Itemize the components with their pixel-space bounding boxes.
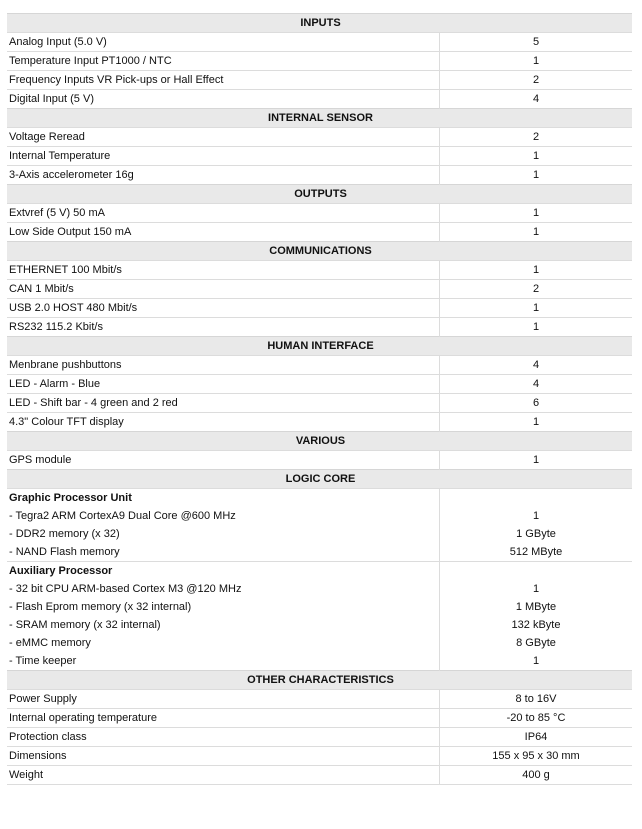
spec-value: 155 x 95 x 30 mm bbox=[440, 747, 633, 766]
spec-row bbox=[7, 616, 632, 634]
spec-value: 1 bbox=[440, 204, 633, 223]
spec-label: Digital Input (5 V) bbox=[7, 90, 440, 109]
spec-label: Auxiliary Processor bbox=[7, 562, 440, 581]
spec-value: 1 GByte bbox=[440, 525, 633, 543]
section-header bbox=[7, 470, 632, 489]
spec-value: 1 bbox=[440, 147, 633, 166]
spec-row bbox=[7, 71, 632, 90]
spec-label: 4.3" Colour TFT display bbox=[7, 413, 440, 432]
spec-value: -20 to 85 °C bbox=[440, 709, 633, 728]
spec-label: GPS module bbox=[7, 451, 440, 470]
spec-value: 1 bbox=[440, 652, 633, 671]
spec-row bbox=[7, 394, 632, 413]
spec-label: Internal Temperature bbox=[7, 147, 440, 166]
section-title: INPUTS bbox=[7, 14, 632, 33]
spec-value: 6 bbox=[440, 394, 633, 413]
spec-label: Power Supply bbox=[7, 690, 440, 709]
spec-value: 1 bbox=[440, 451, 633, 470]
section-header bbox=[7, 671, 632, 690]
spec-row bbox=[7, 204, 632, 223]
spec-row bbox=[7, 525, 632, 543]
spec-value: 8 to 16V bbox=[440, 690, 633, 709]
section-header bbox=[7, 109, 632, 128]
spec-label: ETHERNET 100 Mbit/s bbox=[7, 261, 440, 280]
spec-row bbox=[7, 747, 632, 766]
spec-value: 1 bbox=[440, 223, 633, 242]
spec-row bbox=[7, 766, 632, 785]
spec-value: 1 bbox=[440, 166, 633, 185]
subsection-row bbox=[7, 562, 632, 581]
spec-value: 1 bbox=[440, 261, 633, 280]
spec-value: 400 g bbox=[440, 766, 633, 785]
spec-value: 1 bbox=[440, 507, 633, 525]
spec-row bbox=[7, 543, 632, 562]
spec-label: Frequency Inputs VR Pick-ups or Hall Effect bbox=[7, 71, 440, 90]
spec-value: 2 bbox=[440, 280, 633, 299]
section-title: OUTPUTS bbox=[7, 185, 632, 204]
spec-value: IP64 bbox=[440, 728, 633, 747]
spec-value: 1 MByte bbox=[440, 598, 633, 616]
spec-label: Protection class bbox=[7, 728, 440, 747]
spec-value: 1 bbox=[440, 299, 633, 318]
spec-label: - eMMC memory bbox=[9, 637, 91, 649]
spec-row bbox=[7, 128, 632, 147]
spec-row bbox=[7, 299, 632, 318]
spec-label: Low Side Output 150 mA bbox=[7, 223, 440, 242]
spec-value: 4 bbox=[440, 90, 633, 109]
spec-value: 4 bbox=[440, 356, 633, 375]
spec-label: Menbrane pushbuttons bbox=[7, 356, 440, 375]
spec-row bbox=[7, 507, 632, 525]
spec-label: USB 2.0 HOST 480 Mbit/s bbox=[7, 299, 440, 318]
section-header bbox=[7, 14, 632, 33]
spec-label: CAN 1 Mbit/s bbox=[7, 280, 440, 299]
spec-value: 2 bbox=[440, 128, 633, 147]
section-header bbox=[7, 185, 632, 204]
section-title: COMMUNICATIONS bbox=[7, 242, 632, 261]
section-title: LOGIC CORE bbox=[7, 470, 632, 489]
spec-label: - DDR2 memory (x 32) bbox=[9, 528, 120, 540]
subsection-row bbox=[7, 489, 632, 508]
spec-row bbox=[7, 147, 632, 166]
specifications-table bbox=[7, 13, 632, 785]
spec-label: - Tegra2 ARM CortexA9 Dual Core @600 MHz bbox=[9, 510, 236, 522]
spec-row bbox=[7, 652, 632, 671]
spec-row bbox=[7, 280, 632, 299]
section-header bbox=[7, 432, 632, 451]
spec-value: 1 bbox=[440, 580, 633, 598]
spec-value: 4 bbox=[440, 375, 633, 394]
spec-label: - Flash Eprom memory (x 32 internal) bbox=[9, 601, 192, 613]
spec-value: 1 bbox=[440, 413, 633, 432]
spec-value: 8 GByte bbox=[440, 634, 633, 652]
spec-row bbox=[7, 634, 632, 652]
section-title: OTHER CHARACTERISTICS bbox=[7, 671, 632, 690]
spec-label: - NAND Flash memory bbox=[9, 546, 120, 558]
spec-value bbox=[440, 489, 633, 508]
spec-label: RS232 115.2 Kbit/s bbox=[7, 318, 440, 337]
spec-label: Internal operating temperature bbox=[7, 709, 440, 728]
spec-label: Weight bbox=[7, 766, 440, 785]
spec-label: - 32 bit CPU ARM-based Cortex M3 @120 MHz bbox=[9, 583, 242, 595]
spec-value bbox=[440, 562, 633, 581]
spec-label: Graphic Processor Unit bbox=[7, 489, 440, 508]
spec-label: - SRAM memory (x 32 internal) bbox=[9, 619, 161, 631]
spec-label: Dimensions bbox=[7, 747, 440, 766]
spec-row bbox=[7, 52, 632, 71]
spec-row bbox=[7, 709, 632, 728]
section-header bbox=[7, 242, 632, 261]
spec-row bbox=[7, 33, 632, 52]
spec-row bbox=[7, 375, 632, 394]
spec-row bbox=[7, 580, 632, 598]
spec-label: 3-Axis accelerometer 16g bbox=[7, 166, 440, 185]
spec-label: Temperature Input PT1000 / NTC bbox=[7, 52, 440, 71]
spec-label: - Time keeper bbox=[9, 655, 77, 667]
spec-row bbox=[7, 90, 632, 109]
spec-label: LED - Alarm - Blue bbox=[7, 375, 440, 394]
spec-value: 132 kByte bbox=[440, 616, 633, 634]
section-title: HUMAN INTERFACE bbox=[7, 337, 632, 356]
spec-label: Extvref (5 V) 50 mA bbox=[7, 204, 440, 223]
spec-label: Analog Input (5.0 V) bbox=[7, 33, 440, 52]
spec-row bbox=[7, 223, 632, 242]
spec-value: 1 bbox=[440, 52, 633, 71]
spec-row bbox=[7, 261, 632, 280]
spec-row bbox=[7, 166, 632, 185]
spec-row bbox=[7, 728, 632, 747]
section-title: INTERNAL SENSOR bbox=[7, 109, 632, 128]
spec-value: 512 MByte bbox=[440, 543, 633, 562]
spec-row bbox=[7, 318, 632, 337]
spec-label: LED - Shift bar - 4 green and 2 red bbox=[7, 394, 440, 413]
spec-row bbox=[7, 690, 632, 709]
section-header bbox=[7, 337, 632, 356]
spec-value: 5 bbox=[440, 33, 633, 52]
spec-value: 2 bbox=[440, 71, 633, 90]
spec-row bbox=[7, 598, 632, 616]
spec-row bbox=[7, 413, 632, 432]
spec-row bbox=[7, 451, 632, 470]
spec-row bbox=[7, 356, 632, 375]
spec-value: 1 bbox=[440, 318, 633, 337]
spec-label: Voltage Reread bbox=[7, 128, 440, 147]
section-title: VARIOUS bbox=[7, 432, 632, 451]
